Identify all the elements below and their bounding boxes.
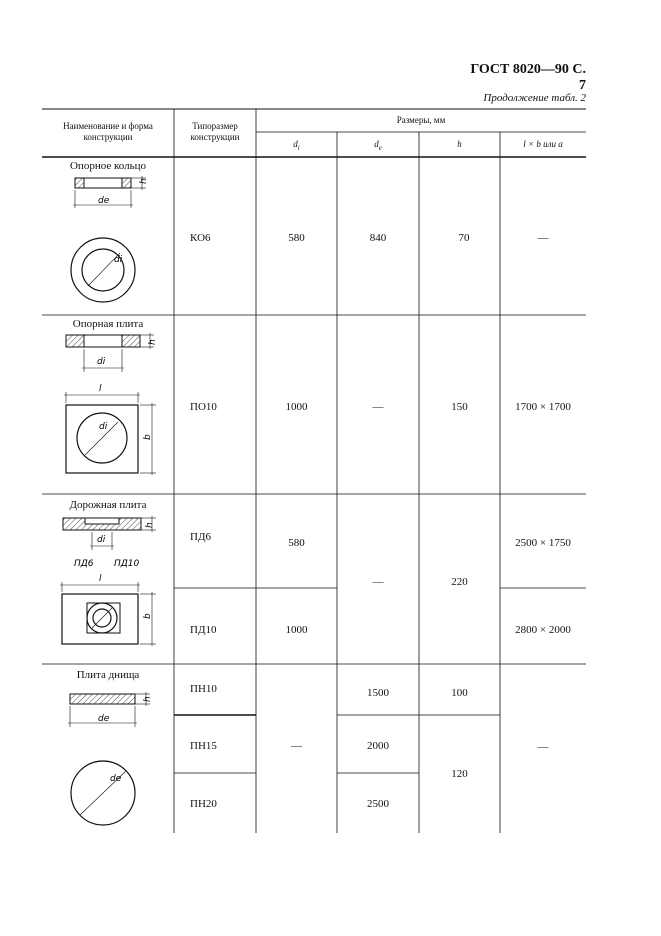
plate-type: ПО10 [190, 401, 217, 413]
road-h: 220 [451, 576, 468, 588]
road-lba-pd6: 2500 × 1750 [515, 537, 571, 549]
di-index: i [297, 143, 300, 152]
bottom-h-label: h [143, 696, 153, 702]
plate-di: 1000 [285, 401, 308, 413]
ring-de: 840 [369, 232, 387, 244]
bottom-h-pn15-pn20: 120 [451, 768, 468, 780]
ring-di-label: di [114, 255, 123, 265]
bottom-type-pn10: ПН10 [190, 683, 217, 695]
plate-di-label: di [97, 357, 106, 367]
table-continuation-label: Продолжение табл. 2 [483, 92, 586, 104]
road-label-pd6: ПД6 [74, 559, 94, 569]
ring-title: Опорное кольцо [69, 160, 147, 172]
ring-h-label: h [139, 178, 149, 184]
ring-type: КО6 [190, 232, 211, 244]
ring-lba: — [537, 232, 549, 244]
column-header-name: Наименование и форма конструкции [63, 121, 153, 142]
plate-lba: 1700 × 1700 [515, 401, 571, 413]
bottom-de-pn15: 2000 [367, 740, 389, 752]
plate-h: 150 [451, 401, 468, 413]
road-lba-pd10: 2800 × 2000 [515, 624, 571, 636]
de-symbol: d [374, 139, 379, 149]
column-header-h: h [457, 139, 462, 149]
column-header-lba: l × b или a [523, 139, 563, 149]
column-header-de [337, 139, 419, 154]
road-di-label: di [97, 535, 106, 545]
road-di-pd10: 1000 [285, 624, 308, 636]
bottom-title: Плита днища [76, 669, 140, 681]
road-label-pd10: ПД10 [114, 559, 140, 569]
road-b-label: b [143, 613, 153, 619]
standard-number: ГОСТ 8020—90 С. 7 [470, 62, 586, 93]
road-de: — [372, 576, 384, 588]
column-header-dimensions: Размеры, мм [396, 115, 446, 125]
de-index: e [378, 143, 382, 152]
di-symbol: d [293, 139, 298, 149]
bottom-h-pn10: 100 [451, 687, 468, 699]
bottom-de-plan-label: de [110, 774, 122, 784]
bottom-de-label: de [98, 714, 110, 724]
ring-de-label: de [98, 196, 110, 206]
road-h-label: h [145, 522, 155, 528]
bottom-type-pn15: ПН15 [190, 740, 217, 752]
bottom-plate-drawing [68, 692, 150, 825]
ring-di: 580 [288, 232, 305, 244]
bottom-de-pn10: 1500 [367, 687, 389, 699]
plate-di-plan-label: di [99, 422, 108, 432]
plate-de: — [372, 401, 384, 413]
bottom-type-pn20: ПН20 [190, 798, 217, 810]
road-type-pd10: ПД10 [190, 624, 217, 636]
support-plate-drawing [64, 333, 156, 475]
column-header-di [256, 139, 337, 154]
road-plate-drawing [60, 516, 156, 646]
support-ring-drawing [71, 176, 146, 302]
plate-title: Опорная плита [72, 318, 144, 330]
plate-h-label: h [148, 339, 158, 345]
bottom-lba: — [537, 741, 549, 753]
column-header-type: Типоразмер конструкции [190, 121, 240, 142]
bottom-di: — [291, 740, 302, 752]
ring-h: 70 [458, 232, 470, 244]
plate-l-label: l [99, 384, 102, 394]
road-title: Дорожная плита [69, 499, 147, 511]
plate-b-label: b [143, 434, 153, 440]
bottom-de-pn20: 2500 [367, 798, 389, 810]
road-di-pd6: 580 [288, 537, 305, 549]
road-type-pd6: ПД6 [190, 531, 211, 543]
road-l-label: l [99, 574, 102, 584]
